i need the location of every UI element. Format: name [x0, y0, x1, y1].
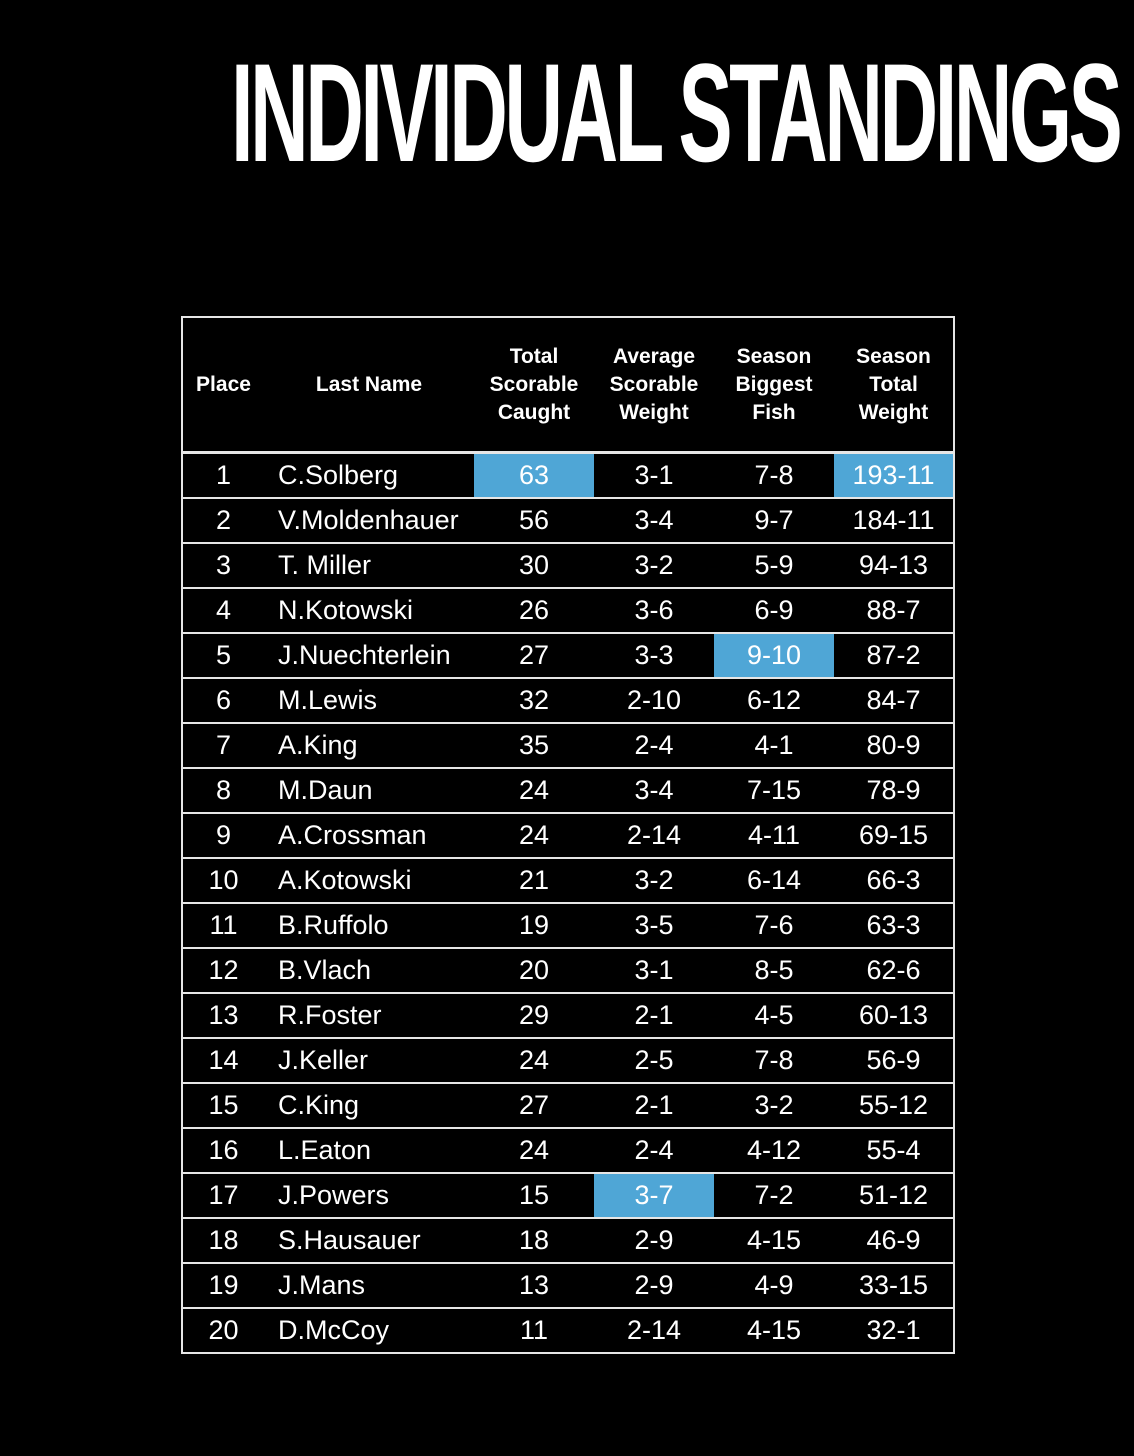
total-weight-cell: 56-9 [834, 1038, 954, 1083]
average-weight-cell: 2-9 [594, 1218, 714, 1263]
total-weight-cell: 88-7 [834, 588, 954, 633]
average-weight-cell: 3-5 [594, 903, 714, 948]
place-header [182, 317, 264, 453]
total-caught-cell: 24 [474, 1128, 594, 1173]
average-weight-cell: 3-4 [594, 498, 714, 543]
total-weight-cell: 51-12 [834, 1173, 954, 1218]
biggest-fish-cell: 8-5 [714, 948, 834, 993]
header-line: Scorable [609, 372, 699, 396]
last-name-cell: L.Eaton [264, 1128, 474, 1173]
page-title: INDIVIDUAL STANDINGS [231, 34, 1120, 191]
place-cell: 10 [182, 858, 264, 903]
season-total-weight-header [834, 317, 954, 453]
total-weight-cell: 84-7 [834, 678, 954, 723]
average-weight-cell: 2-10 [594, 678, 714, 723]
average-weight-cell: 2-1 [594, 993, 714, 1038]
total-weight-cell: 32-1 [834, 1308, 954, 1353]
table-row [182, 948, 954, 993]
total-weight-cell: 78-9 [834, 768, 954, 813]
last-name-cell: C.King [264, 1083, 474, 1128]
header-line: Scorable [489, 372, 579, 396]
total-weight-cell: 80-9 [834, 723, 954, 768]
header-line: Average [612, 344, 696, 368]
average-weight-cell: 3-1 [594, 453, 714, 499]
total-caught-cell: 18 [474, 1218, 594, 1263]
average-weight-cell: 3-7 [594, 1173, 714, 1218]
table-body [182, 453, 954, 1354]
table-row [182, 678, 954, 723]
average-scorable-weight-header [594, 317, 714, 453]
total-weight-cell: 69-15 [834, 813, 954, 858]
last-name-cell: A.Crossman [264, 813, 474, 858]
place-cell: 1 [182, 453, 264, 499]
last-name-cell: M.Lewis [264, 678, 474, 723]
total-weight-cell: 63-3 [834, 903, 954, 948]
standings-table [181, 316, 955, 1354]
last-name-cell: B.Vlach [264, 948, 474, 993]
table-row [182, 453, 954, 499]
header-line: Season [736, 344, 812, 368]
table-row [182, 1083, 954, 1128]
last-name-cell: J.Nuechterlein [264, 633, 474, 678]
header-line: Season [856, 344, 931, 368]
header-row [182, 317, 954, 453]
biggest-fish-cell: 4-11 [714, 813, 834, 858]
average-weight-cell: 3-4 [594, 768, 714, 813]
biggest-fish-cell: 5-9 [714, 543, 834, 588]
biggest-fish-cell: 7-6 [714, 903, 834, 948]
biggest-fish-cell: 6-14 [714, 858, 834, 903]
last-name-cell: T. Miller [264, 543, 474, 588]
average-weight-cell: 2-5 [594, 1038, 714, 1083]
average-weight-cell: 2-1 [594, 1083, 714, 1128]
average-weight-cell: 3-3 [594, 633, 714, 678]
average-weight-cell: 2-14 [594, 1308, 714, 1353]
average-weight-cell: 2-4 [594, 723, 714, 768]
table-row [182, 543, 954, 588]
biggest-fish-cell: 4-9 [714, 1263, 834, 1308]
place-cell: 11 [182, 903, 264, 948]
header-line: Weight [619, 400, 689, 424]
place-cell: 5 [182, 633, 264, 678]
total-caught-cell: 27 [474, 1083, 594, 1128]
biggest-fish-cell: 9-10 [714, 633, 834, 678]
total-caught-cell: 29 [474, 993, 594, 1038]
header-line: Caught [497, 400, 571, 424]
total-caught-cell: 19 [474, 903, 594, 948]
table-row [182, 723, 954, 768]
biggest-fish-cell: 4-1 [714, 723, 834, 768]
total-caught-cell: 24 [474, 813, 594, 858]
average-weight-cell: 3-1 [594, 948, 714, 993]
total-weight-cell: 184-11 [834, 498, 954, 543]
total-scorable-caught-header [474, 317, 594, 453]
biggest-fish-cell: 4-5 [714, 993, 834, 1038]
place-cell: 9 [182, 813, 264, 858]
place-cell: 20 [182, 1308, 264, 1353]
table-row [182, 1308, 954, 1353]
biggest-fish-cell: 7-8 [714, 453, 834, 499]
place-cell: 13 [182, 993, 264, 1038]
biggest-fish-cell: 6-9 [714, 588, 834, 633]
place-cell: 7 [182, 723, 264, 768]
total-caught-cell: 63 [474, 453, 594, 499]
table-row [182, 1263, 954, 1308]
total-caught-cell: 35 [474, 723, 594, 768]
biggest-fish-cell: 4-15 [714, 1218, 834, 1263]
biggest-fish-cell: 6-12 [714, 678, 834, 723]
table-row [182, 1038, 954, 1083]
table-row [182, 903, 954, 948]
table-row [182, 768, 954, 813]
total-caught-cell: 32 [474, 678, 594, 723]
total-caught-cell: 26 [474, 588, 594, 633]
place-cell: 3 [182, 543, 264, 588]
last-name-cell: D.McCoy [264, 1308, 474, 1353]
place-cell: 8 [182, 768, 264, 813]
table-row [182, 1218, 954, 1263]
place-cell: 14 [182, 1038, 264, 1083]
total-weight-cell: 33-15 [834, 1263, 954, 1308]
biggest-fish-cell: 7-2 [714, 1173, 834, 1218]
total-caught-cell: 13 [474, 1263, 594, 1308]
last-name-cell: A.King [264, 723, 474, 768]
last-name-cell: C.Solberg [264, 453, 474, 499]
table-row [182, 1173, 954, 1218]
total-weight-cell: 193-11 [834, 453, 954, 499]
place-cell: 4 [182, 588, 264, 633]
last-name-cell: B.Ruffolo [264, 903, 474, 948]
total-weight-cell: 66-3 [834, 858, 954, 903]
total-weight-cell: 55-12 [834, 1083, 954, 1128]
total-weight-cell: 62-6 [834, 948, 954, 993]
place-cell: 2 [182, 498, 264, 543]
place-cell: 6 [182, 678, 264, 723]
header-line: Fish [752, 400, 796, 424]
average-weight-cell: 2-14 [594, 813, 714, 858]
place-cell: 17 [182, 1173, 264, 1218]
last-name-cell: R.Foster [264, 993, 474, 1038]
last-name-cell: A.Kotowski [264, 858, 474, 903]
table-row [182, 993, 954, 1038]
place-cell: 19 [182, 1263, 264, 1308]
last-name-cell: J.Powers [264, 1173, 474, 1218]
biggest-fish-cell: 4-12 [714, 1128, 834, 1173]
place-cell: 15 [182, 1083, 264, 1128]
biggest-fish-cell: 3-2 [714, 1083, 834, 1128]
last-name-header [264, 317, 474, 453]
last-name-cell: M.Daun [264, 768, 474, 813]
place-cell: 18 [182, 1218, 264, 1263]
table-row [182, 633, 954, 678]
table-row [182, 1128, 954, 1173]
biggest-fish-cell: 9-7 [714, 498, 834, 543]
average-weight-cell: 2-9 [594, 1263, 714, 1308]
total-caught-cell: 24 [474, 1038, 594, 1083]
header-line: Total [869, 372, 918, 396]
total-weight-cell: 60-13 [834, 993, 954, 1038]
table-row [182, 588, 954, 633]
header-line: Total [509, 344, 559, 368]
last-name-cell: J.Keller [264, 1038, 474, 1083]
average-weight-cell: 3-2 [594, 543, 714, 588]
place-cell: 12 [182, 948, 264, 993]
total-caught-cell: 21 [474, 858, 594, 903]
header-line: Place [196, 372, 251, 396]
biggest-fish-cell: 7-8 [714, 1038, 834, 1083]
average-weight-cell: 3-2 [594, 858, 714, 903]
table-row [182, 498, 954, 543]
total-caught-cell: 56 [474, 498, 594, 543]
total-caught-cell: 11 [474, 1308, 594, 1353]
average-weight-cell: 2-4 [594, 1128, 714, 1173]
table-row [182, 813, 954, 858]
total-weight-cell: 46-9 [834, 1218, 954, 1263]
total-weight-cell: 55-4 [834, 1128, 954, 1173]
last-name-cell: N.Kotowski [264, 588, 474, 633]
last-name-cell: J.Mans [264, 1263, 474, 1308]
average-weight-cell: 3-6 [594, 588, 714, 633]
last-name-cell: V.Moldenhauer [264, 498, 474, 543]
place-cell: 16 [182, 1128, 264, 1173]
total-caught-cell: 24 [474, 768, 594, 813]
biggest-fish-cell: 4-15 [714, 1308, 834, 1353]
header-line: Weight [858, 400, 929, 424]
biggest-fish-cell: 7-15 [714, 768, 834, 813]
total-caught-cell: 30 [474, 543, 594, 588]
total-caught-cell: 20 [474, 948, 594, 993]
total-weight-cell: 94-13 [834, 543, 954, 588]
last-name-cell: S.Hausauer [264, 1218, 474, 1263]
season-biggest-fish-header [714, 317, 834, 453]
header-line: Last Name [315, 372, 423, 396]
total-caught-cell: 27 [474, 633, 594, 678]
total-caught-cell: 15 [474, 1173, 594, 1218]
header-line: Biggest [735, 372, 813, 396]
table-row [182, 858, 954, 903]
total-weight-cell: 87-2 [834, 633, 954, 678]
